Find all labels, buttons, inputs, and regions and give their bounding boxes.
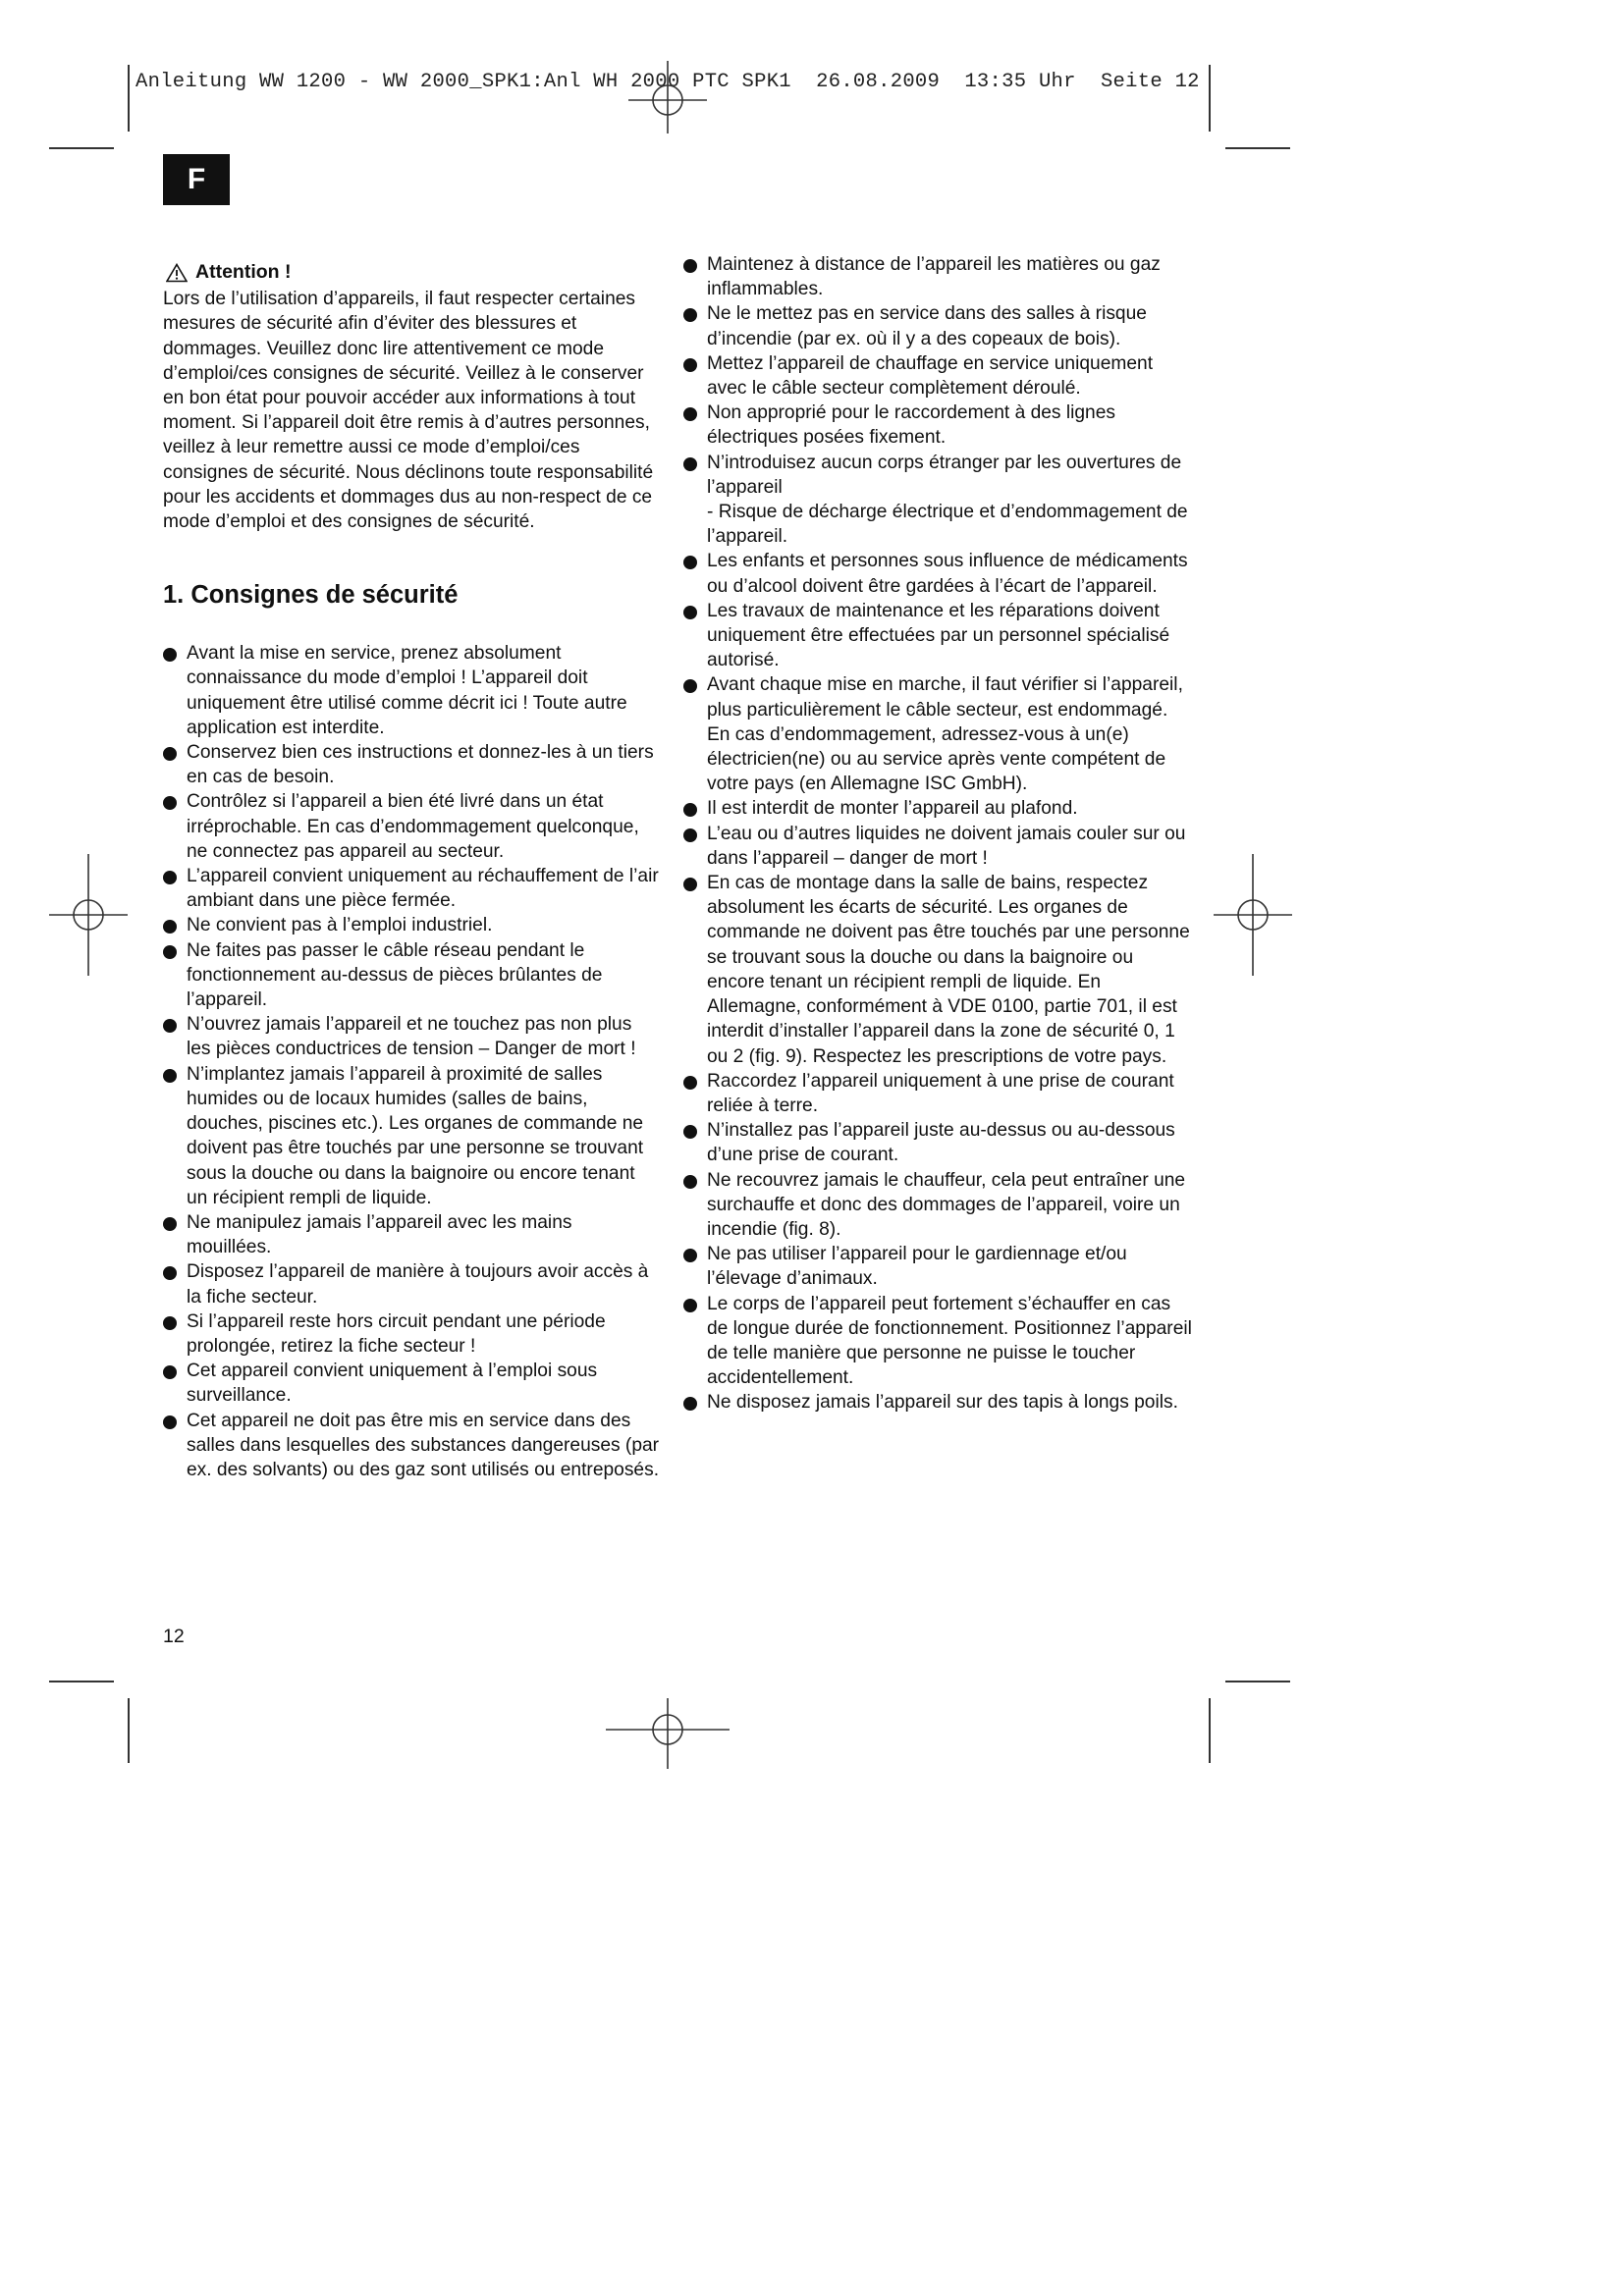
bullet-dot-icon xyxy=(683,259,697,273)
bullet-dot-icon xyxy=(163,1415,177,1429)
bullet-dot-icon xyxy=(163,1217,177,1231)
page-number: 12 xyxy=(163,1626,185,1647)
bullet-dot-icon xyxy=(163,871,177,884)
list-item: En cas de montage dans la salle de bains, respectez absolument les écarts de sécurité. Les organes de commande ne doivent pas être touchés par une personne se trouvant sous la douche ou dans la baignoire ou encore tenant un récipient rempli de liquide. En Allemagne, conformément à VDE 0100, partie 701, il est interdit d’installer l’appareil dans la zone de sécurité 0, 1 ou 2 (fig. 9). Respectez les prescriptions de votre pays. xyxy=(683,871,1194,1069)
crop-mark-bottom-right-vertical xyxy=(1209,1698,1211,1763)
list-item: Ne pas utiliser l’appareil pour le gardiennage et/ou l’élevage d’animaux. xyxy=(683,1242,1194,1291)
crop-mark-bottom-left-vertical xyxy=(128,1698,130,1763)
bullet-dot-icon xyxy=(683,358,697,372)
bullet-dot-icon xyxy=(163,747,177,761)
crop-mark-bottom-left-horizontal xyxy=(49,1681,114,1682)
bullet-dot-icon xyxy=(683,606,697,619)
bullet-dot-icon xyxy=(163,796,177,810)
list-item: Ne disposez jamais l’appareil sur des tapis à longs poils. xyxy=(683,1390,1194,1415)
list-item: Disposez l’appareil de manière à toujours avoir accès à la fiche secteur. xyxy=(163,1259,660,1308)
list-item: Raccordez l’appareil uniquement à une prise de courant reliée à terre. xyxy=(683,1069,1194,1118)
list-item: Ne convient pas à l’emploi industriel. xyxy=(163,913,660,937)
list-item: Avant la mise en service, prenez absolument connaissance du mode d’emploi ! L’appareil doit uniquement être utilisé comme décrit ici ! Toute autre application est interdite. xyxy=(163,641,660,740)
bullet-dot-icon xyxy=(683,308,697,322)
list-item: Les travaux de maintenance et les réparations doivent uniquement être effectuées par un personnel spécialisé autorisé. xyxy=(683,599,1194,673)
bullet-dot-icon xyxy=(683,1249,697,1262)
bullet-dot-icon xyxy=(683,828,697,842)
registration-crosshair-top-icon xyxy=(628,61,707,133)
bullet-dot-icon xyxy=(683,1125,697,1139)
bullet-dot-icon xyxy=(163,945,177,959)
list-item: N’implantez jamais l’appareil à proximité de salles humides ou de locaux humides (salles de bains, douches, piscines etc.). Les organes de commande ne doivent pas être touchés par une personne se trouvant sous la douche ou dans la baignoire ou encore tenant un récipient rempli de liquide. xyxy=(163,1062,660,1210)
bullet-dot-icon xyxy=(163,1316,177,1330)
warning-triangle-icon xyxy=(166,263,188,283)
list-item: Contrôlez si l’appareil a bien été livré dans un état irréprochable. En cas d’endommagement quelconque, ne connectez pas appareil au secteur. xyxy=(163,789,660,864)
registration-crosshair-left-icon xyxy=(49,854,128,976)
list-item: Les enfants et personnes sous influence de médicaments ou d’alcool doivent être gardées à l’écart de l’appareil. xyxy=(683,549,1194,598)
attention-paragraph: Lors de l’utilisation d’appareils, il faut respecter certaines mesures de sécurité afin d’éviter des blessures et dommages. Veuillez donc lire attentivement ce mode d’emploi/ces consignes de sécurité. Veillez à le conserver en bon état pour pouvoir accéder aux informations à tout moment. Si l’appareil doit être remis à d’autres personnes, veillez à leur remettre aussi ce mode d’emploi/ces consignes de sécurité. Nous déclinons toute responsabilité pour les accidents et dommages dus au non-respect de ce mode d’emploi et des consignes de sécurité. xyxy=(163,289,654,533)
right-column xyxy=(683,252,1194,1415)
bullet-dot-icon xyxy=(683,803,697,817)
bullet-dot-icon xyxy=(683,679,697,693)
list-item: Ne faites pas passer le câble réseau pendant le fonctionnement au-dessus de pièces brûlantes de l’appareil. xyxy=(163,938,660,1013)
attention-heading xyxy=(166,260,660,285)
list-item: Le corps de l’appareil peut fortement s’échauffer en cas de longue durée de fonctionnement. Positionnez l’appareil de telle manière que personne ne puisse le toucher accidentellement. xyxy=(683,1292,1194,1391)
crop-mark-top-left-horizontal xyxy=(49,147,114,149)
list-item: Il est interdit de monter l’appareil au plafond. xyxy=(683,796,1194,821)
bullet-dot-icon xyxy=(683,1299,697,1312)
bullet-dot-icon xyxy=(683,407,697,421)
list-item: N’ouvrez jamais l’appareil et ne touchez pas non plus les pièces conductrices de tension – Danger de mort ! xyxy=(163,1012,660,1061)
bullet-dot-icon xyxy=(683,878,697,891)
language-badge: F xyxy=(163,154,230,205)
right-bullet-list xyxy=(683,252,1194,1415)
bullet-dot-icon xyxy=(163,1019,177,1033)
crop-mark-top-right-vertical xyxy=(1209,65,1211,132)
list-item: Si l’appareil reste hors circuit pendant une période prolongée, retirez la fiche secteur ! xyxy=(163,1309,660,1359)
registration-crosshair-bottom-icon xyxy=(606,1698,730,1769)
crop-mark-top-left-vertical xyxy=(128,65,130,132)
attention-heading-text: Attention ! xyxy=(195,261,292,283)
list-item: N’introduisez aucun corps étranger par les ouvertures de l’appareil - Risque de décharge électrique et d’endommagement de l’appareil. xyxy=(683,451,1194,550)
list-item: Non approprié pour le raccordement à des lignes électriques posées fixement. xyxy=(683,400,1194,450)
list-item: Avant chaque mise en marche, il faut vérifier si l’appareil, plus particulièrement le câble secteur, est endommagé. En cas d’endommagement, adressez-vous à un(e) électricien(ne) ou au service après vente compétent de votre pays (en Allemagne ISC GmbH). xyxy=(683,672,1194,796)
list-item: Ne recouvrez jamais le chauffeur, cela peut entraîner une surchauffe et donc des dommages de l’appareil, voire un incendie (fig. 8). xyxy=(683,1168,1194,1243)
bullet-dot-icon xyxy=(683,1076,697,1090)
bullet-dot-icon xyxy=(683,556,697,569)
list-item: L’appareil convient uniquement au réchauffement de l’air ambiant dans une pièce fermée. xyxy=(163,864,660,913)
bullet-dot-icon xyxy=(163,1069,177,1083)
bullet-dot-icon xyxy=(163,648,177,662)
bullet-dot-icon xyxy=(163,1365,177,1379)
bullet-dot-icon xyxy=(163,1266,177,1280)
list-item: Mettez l’appareil de chauffage en service uniquement avec le câble secteur complètement déroulé. xyxy=(683,351,1194,400)
list-item: Conservez bien ces instructions et donnez-les à un tiers en cas de besoin. xyxy=(163,740,660,789)
list-item: Maintenez à distance de l’appareil les matières ou gaz inflammables. xyxy=(683,252,1194,301)
bullet-dot-icon xyxy=(683,1397,697,1411)
crop-mark-bottom-right-horizontal xyxy=(1225,1681,1290,1682)
list-item: Cet appareil ne doit pas être mis en service dans des salles dans lesquelles des substances dangereuses (par ex. des solvants) ou des gaz sont utilisés ou entreposés. xyxy=(163,1409,660,1483)
list-item: Ne manipulez jamais l’appareil avec les mains mouillées. xyxy=(163,1210,660,1259)
bullet-dot-icon xyxy=(683,1175,697,1189)
registration-crosshair-right-icon xyxy=(1214,854,1292,976)
list-item: Cet appareil convient uniquement à l’emploi sous surveillance. xyxy=(163,1359,660,1408)
list-item: N’installez pas l’appareil juste au-dessus ou au-dessous d’une prise de courant. xyxy=(683,1118,1194,1167)
left-column xyxy=(163,260,660,1482)
list-item: L’eau ou d’autres liquides ne doivent jamais couler sur ou dans l’appareil – danger de mort ! xyxy=(683,822,1194,871)
crop-mark-top-right-horizontal xyxy=(1225,147,1290,149)
bullet-dot-icon xyxy=(683,457,697,471)
section-title: 1. Consignes de sécurité xyxy=(163,581,459,610)
bullet-dot-icon xyxy=(163,920,177,934)
print-slug: Anleitung WW 1200 - WW 2000_SPK1:Anl WH 2000 PTC SPK1 26.08.2009 13:35 Uhr Seite 12 xyxy=(135,71,1200,93)
left-bullet-list xyxy=(163,641,660,1482)
list-item: Ne le mettez pas en service dans des salles à risque d’incendie (par ex. où il y a des copeaux de bois). xyxy=(683,301,1194,350)
